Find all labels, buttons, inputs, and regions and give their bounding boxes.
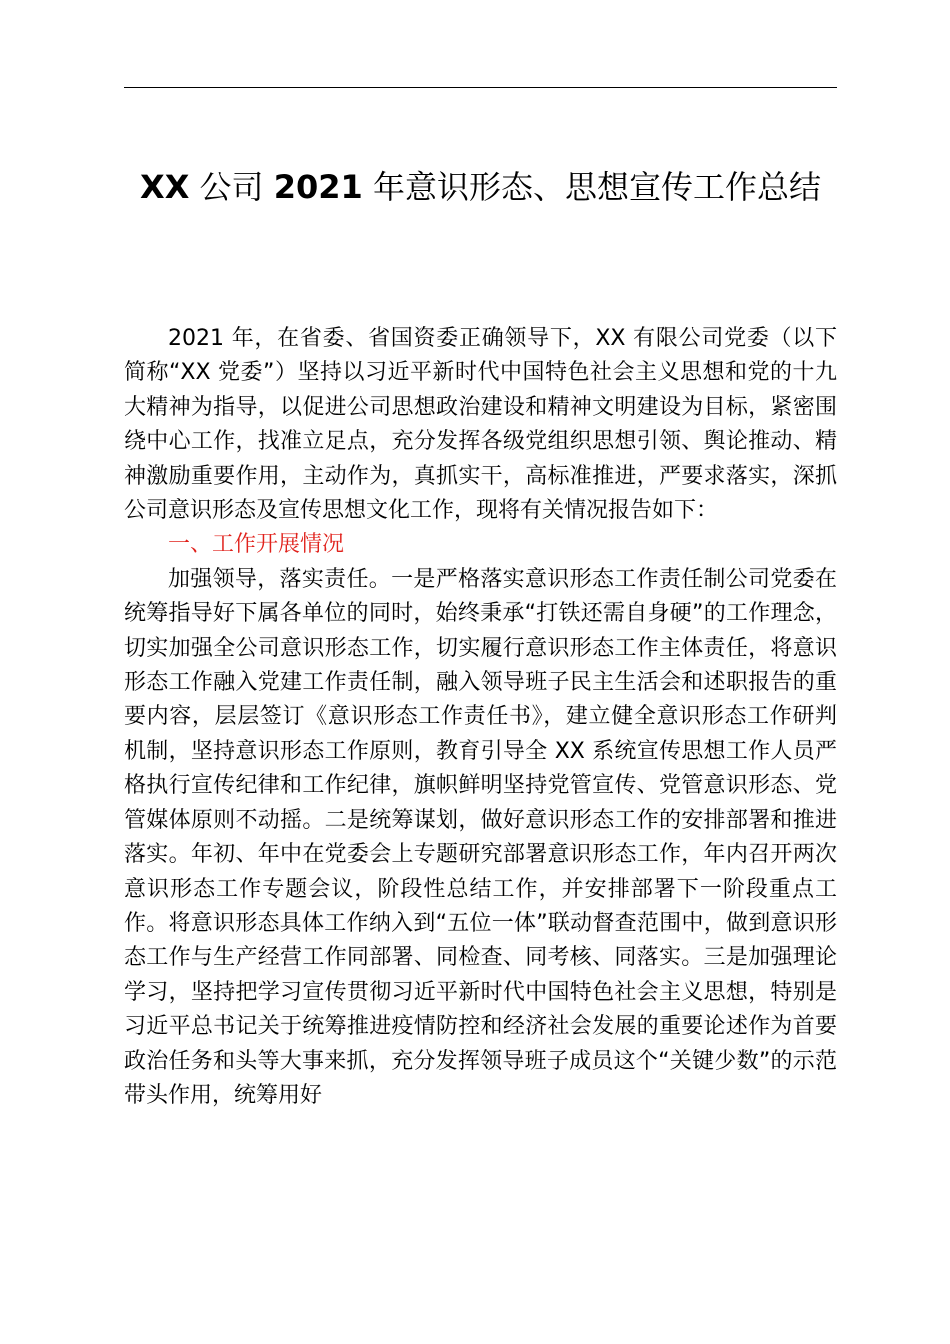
- title-part-subject: 年意识形态、思想宣传工作总结: [362, 168, 821, 206]
- document-title: [124, 158, 837, 216]
- section-paragraph-leadership: 加强领导，落实责任。一是严格落实意识形态工作责任制公司党委在统筹指导好下属各单位的同时，始终秉承“打铁还需自身硬”的工作理念，切实加强全公司意识形态工作，切实履行意识形态工作主体责任，将意识形态工作融入党建工作责任制，融入领导班子民主生活会和述职报告的重要内容，层层签订《意识形态工作责任书》，建立健全意识形态工作研判机制，坚持意识形态工作原则，教育引导全 XX 系统宣传思想工作人员严格执行宣传纪律和工作纪律，旗帜鲜明坚持党管宣传、党管意识形态、党管媒体原则不动摇。二是统筹谋划，做好意识形态工作的安排部署和推进落实。年初、年中在党委会上专题研究部署意识形态工作，年内召开两次意识形态工作专题会议，阶段性总结工作，并安排部署下一阶段重点工作。将意识形态具体工作纳入到“五位一体”联动督查范围中，做到意识形态工作与生产经营工作同部署、同检查、同考核、同落实。三是加强理论学习，坚持把学习宣传贯彻习近平新时代中国特色社会主义思想，特别是习近平总书记关于统筹推进疫情防控和经济社会发展的重要论述作为首要政治任务和头等大事来抓，充分发挥领导班子成员这个“关键少数”的示范带头作用，统筹用好: [124, 566, 837, 1108]
- header-rule: [124, 87, 837, 88]
- intro-paragraph: 2021 年，在省委、省国资委正确领导下，XX 有限公司党委（以下简称“XX 党委”）坚持以习近平新时代中国特色社会主义思想和党的十九大精神为指导，以促进公司思想政治建设和精神文明建设为目标，紧密围绕中心工作，找准立足点，充分发挥各级党组织思想引领、舆论推动、精神激励重要作用，主动作为，真抓实干，高标准推进，严要求落实，深抓公司意识形态及宣传思想文化工作，现将有关情况报告如下：: [124, 326, 837, 524]
- title-part-xx: XX: [140, 168, 190, 206]
- title-part-year: 2021: [273, 168, 363, 206]
- section-heading-work-progress: 一、工作开展情况: [168, 532, 345, 558]
- document-body: [124, 322, 837, 1113]
- title-part-company: 公司: [189, 168, 274, 206]
